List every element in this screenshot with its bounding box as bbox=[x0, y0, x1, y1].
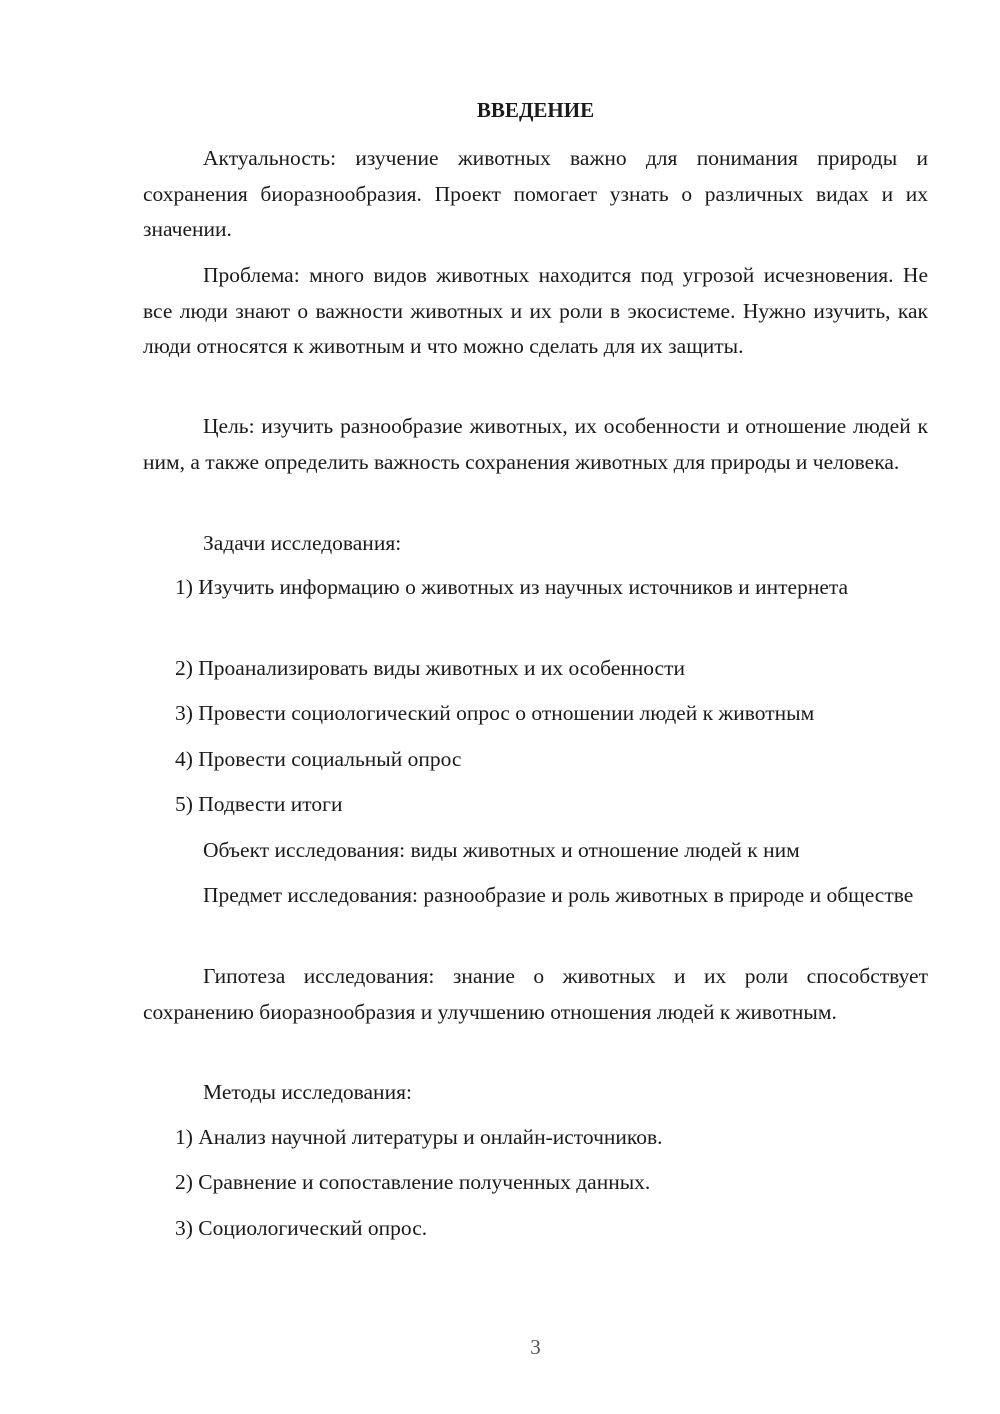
problem-paragraph: Проблема: много видов животных находится под угрозой исчезновения. Не все люди знают о важности животных и их роли в экосистеме. Нужно изучить, как люди относятся к животным и что можно сделать для их защиты. bbox=[143, 263, 928, 358]
task-item-3: 3) Провести социологический опрос о отношении людей к животным bbox=[175, 701, 815, 725]
relevance-paragraph: Актуальность: изучение животных важно для понимания природы и сохранения биоразнообразия. Проект помогает узнать о различных видах и их значении. bbox=[143, 146, 928, 241]
section-title: ВВЕДЕНИЕ bbox=[476, 98, 595, 122]
task-item-2: 2) Проанализировать виды животных и их особенности bbox=[175, 656, 686, 680]
subject-paragraph: Предмет исследования: разнообразие и роль животных в природе и обществе bbox=[203, 883, 914, 907]
methods-heading: Методы исследования: bbox=[203, 1080, 412, 1104]
document-page bbox=[143, 0, 928, 1414]
method-item-2: 2) Сравнение и сопоставление полученных данных. bbox=[175, 1170, 651, 1194]
task-item-5: 5) Подвести итоги bbox=[175, 792, 343, 816]
task-item-4: 4) Провести социальный опрос bbox=[175, 747, 462, 771]
method-item-1: 1) Анализ научной литературы и онлайн-источников. bbox=[175, 1125, 663, 1149]
tasks-heading: Задачи исследования: bbox=[203, 531, 402, 555]
page-number: 3 bbox=[530, 1335, 541, 1359]
object-paragraph: Объект исследования: виды животных и отношение людей к ним bbox=[203, 838, 800, 862]
goal-paragraph: Цель: изучить разнообразие животных, их особенности и отношение людей к ним, а также определить важность сохранения животных для природы и человека. bbox=[143, 414, 928, 474]
hypothesis-paragraph: Гипотеза исследования: знание о животных и их роли способствует сохранению биоразнообразия и улучшению отношения людей к животным. bbox=[143, 964, 928, 1024]
task-item-1: 1) Изучить информацию о животных из научных источников и интернета bbox=[175, 575, 849, 599]
method-item-3: 3) Социологический опрос. bbox=[175, 1216, 428, 1240]
